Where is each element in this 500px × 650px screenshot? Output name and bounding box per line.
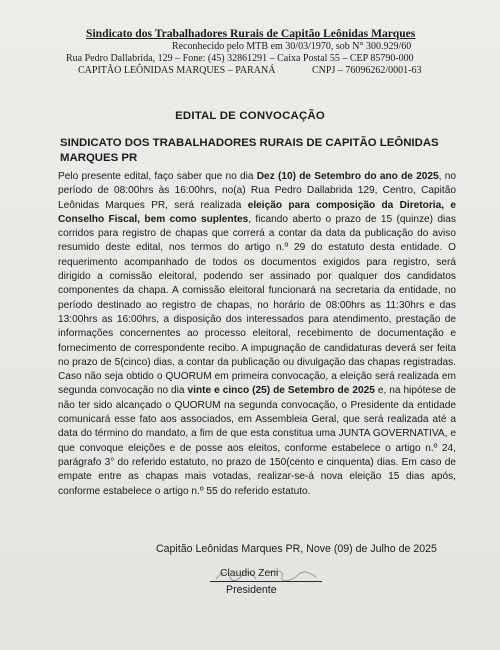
election-purpose: eleição para composição da Diretoria, e Conselho Fiscal, bem como suplentes (58, 199, 456, 225)
letterhead-city-state: CAPITÃO LEÔNIDAS MARQUES – PARANÁ (78, 65, 276, 76)
body-text-1: Pelo presente edital, faço saber que no dia (58, 171, 257, 182)
organization-title: SINDICATO DOS TRABALHADORES RURAIS DE CAPITÃO LEÔNIDAS MARQUES PR (60, 137, 439, 164)
signature-line (210, 581, 322, 582)
letterhead-address: Rua Pedro Dallabrida, 129 – Fone: (45) 32861291 – Caixa Postal 55 – CEP 85790-000 (66, 53, 414, 64)
signer-name: Claudio Zeni (220, 568, 279, 579)
election-date: Dez (10) de Setembro do ano de 2025 (256, 171, 439, 182)
letterhead-org-name: Sindicato dos Trabalhadores Rurais de Capitão Leônidas Marques (86, 27, 416, 40)
notice-body (58, 170, 456, 499)
signer-role: Presidente (226, 584, 277, 596)
closing-place-date: Capitão Leônidas Marques PR, Nove (09) de Julho de 2025 (156, 543, 437, 555)
body-text-3: , ficando aberto o prazo de 15 (quinze) dias corridos para registro de chapas que correrá a contar da data da publicação do aviso resumido deste edital, nos termos do artigo n.º 29 do estatuto desta entidade. O requerimento acompanhado de todos os documentos exigidos para registro, será dirigido a comissão eleitoral, podendo ser assinado por qualquer dos candidatos componentes da chapa. A comissão eleitoral funcionará na secretaria da entidade, no período destinado ao registro de chapas, no horário de 08:00hrs as 11:30hrs e das 13:00hrs as 16:00hrs, a disposição dos interessados para atendimento, prestação de informações concernentes ao processo eleitoral, recebimento de documentação e fornecimento de correspondente recibo. A impugnação de candidaturas deverá ser feita no prazo de 5(cinco) dias, a contar da publicação ou divulgação das chapas registradas. Caso não seja obtido o QUORUM em primeira convocação, a eleição será realizada em segunda convocação no dia (58, 213, 456, 397)
second-call-date: vinte e cinco (25) de Setembro de 2025 (187, 385, 375, 397)
body-text-4: e, na hipótese de não ter sido alcançado o QUORUM na segunda convocação, o Presidente da entidade comunicará esse fato aos associados, em Assembleia Geral, que será realizada até a data do término do mandato, a fim de que esta constitua uma JUNTA GOVERNATIVA, e que convoque eleições e de posse aos eleitos, conforme estabelece o artigo n.º 24, parágrafo 3° do referido estatuto, no prazo de 150(cento e cinquenta) dias. Em caso de empate entre as chapas mais votadas, realizar-se-á nova eleição 15 dias após, conforme estabelece o artigo n.º 55 do referido estatuto. (58, 385, 456, 497)
letterhead-recognition: Reconhecido pelo MTB em 30/03/1970, sob N° 300.929/60 (172, 41, 412, 52)
letterhead-cnpj: CNPJ – 76096262/0001-63 (312, 65, 422, 76)
document-title: EDITAL DE CONVOCAÇÃO (175, 110, 325, 122)
body-text-2: , no período de 08:00hrs às 16:00hrs, no(a) Rua Pedro Dallabrida 129, Centro, Capitão Leônidas Marques PR, será realizada (58, 171, 456, 211)
